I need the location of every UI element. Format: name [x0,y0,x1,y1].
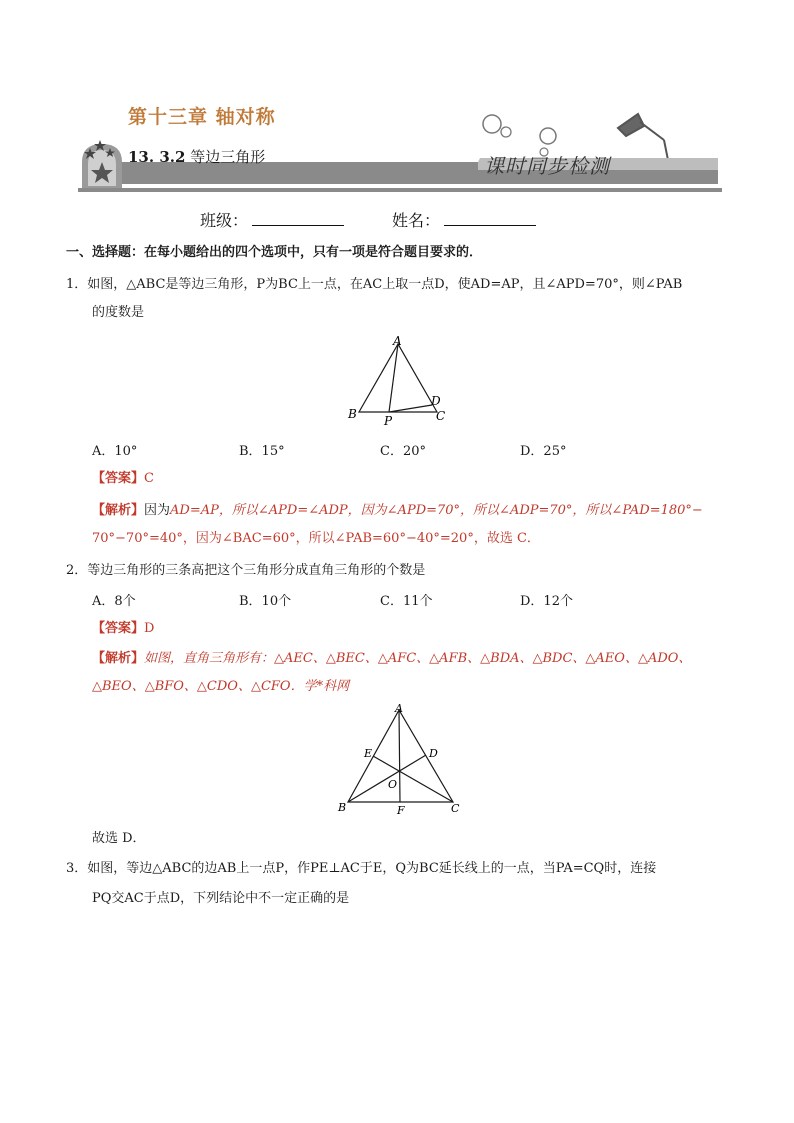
q2-label-f: F [397,804,405,817]
q2-option-a[interactable]: A．8个 [92,594,136,609]
q2-stem: 2．等边三角形的三条高把这个三角形分成直角三角形的个数是 [66,563,426,578]
q1-stem-line2: 的度数是 [92,305,145,320]
q2-label-a: A [395,702,403,715]
q3-stem-line2: PQ交AC于点D，下列结论中不一定正确的是 [92,891,350,906]
q2-answer [92,618,752,640]
q1-label-b: B [348,407,357,421]
q2-analysis-line1 [92,648,752,670]
part1-heading: 一、选择题：在每小题给出的四个选项中，只有一项是符合题目要求的． [66,245,483,260]
q1-answer [92,468,752,490]
q1-stem-line1: 1．如图，△ABC是等边三角形，P为BC上一点，在AC上取一点D，使AD=AP，且∠APD=70°，则∠PAB [66,277,683,292]
q2-analysis-line2: △BEO、△BFO、△CDO、△CFO．学*科网 [92,679,350,694]
section-number: 13. 3.2 [128,148,186,166]
q1-label-c: C [436,409,446,423]
q2-analysis-text1: 如图，直角三角形有：△AEC、△BEC、△AFC、△AFB、△BDA、△BDC、△AEO、△ADO、 [144,651,692,666]
q2-label-c: C [451,802,460,815]
name-blank[interactable] [444,211,536,226]
q1-option-a[interactable]: A．10° [92,444,138,459]
q2-option-b[interactable]: B．10个 [239,594,292,609]
name-field [392,208,536,231]
q2-label-e: E [364,747,373,760]
q1-answer-tag: 【答案】 [92,471,145,486]
q1-label-a: A [393,334,402,348]
q2-label-o: O [388,778,398,791]
class-blank[interactable] [252,211,344,226]
q1-analysis-tag: 【解析】 [92,503,145,518]
q3-stem-line1: 3．如图，等边△ABC的边AB上一点P，作PE⊥AC于E，Q为BC延长线上的一点，当PA=CQ时，连接 [66,861,657,876]
q1-line-pd [389,405,432,412]
q1-triangle [359,344,437,412]
q1-analysis-intro: 因为 [144,503,171,518]
bubble-icon [540,128,556,144]
q2-option-c[interactable]: C．11个 [380,594,433,609]
name-label: 姓名： [392,211,441,230]
q1-analysis-line1 [92,500,752,522]
star-badge-icon [82,140,122,188]
bubble-icon [483,115,501,133]
bubble-icon [501,127,511,137]
q1-answer-value: C [144,471,154,486]
slogan: 课时同步检测 [484,154,610,178]
q2-label-b: B [338,801,347,814]
q1-figure [340,334,450,428]
q1-label-d: D [431,394,441,408]
q2-conclusion: 故选 D． [92,831,146,846]
q2-answer-tag: 【答案】 [92,621,145,636]
q1-option-b[interactable]: B．15° [239,444,285,459]
q2-option-d[interactable]: D．12个 [520,594,573,609]
section-title [128,146,265,167]
q2-figure [336,700,466,820]
q1-label-p: P [384,414,393,428]
q1-option-d[interactable]: D．25° [520,444,567,459]
q2-altitude-af [399,710,400,802]
q1-option-c[interactable]: C．20° [380,444,426,459]
class-label: 班级： [200,211,249,230]
q1-analysis-line2: 70°−70°=40°，因为∠BAC=60°，所以∠PAB=60°−40°=20°，故选 C． [92,531,540,546]
section-name: 等边三角形 [190,148,266,166]
q2-answer-value: D [144,621,155,636]
q2-altitude-bd [348,755,426,802]
lamp-icon [618,114,676,163]
q2-label-d: D [429,747,438,760]
q2-analysis-tag: 【解析】 [92,651,145,666]
class-field [200,208,344,231]
chapter-title: 第十三章 轴对称 [128,106,276,128]
q1-analysis-text1: AD=AP，所以∠APD=∠ADP，因为∠APD=70°，所以∠ADP=70°，所以∠PAD=180°− [170,503,703,518]
q1-line-ap [389,344,398,412]
